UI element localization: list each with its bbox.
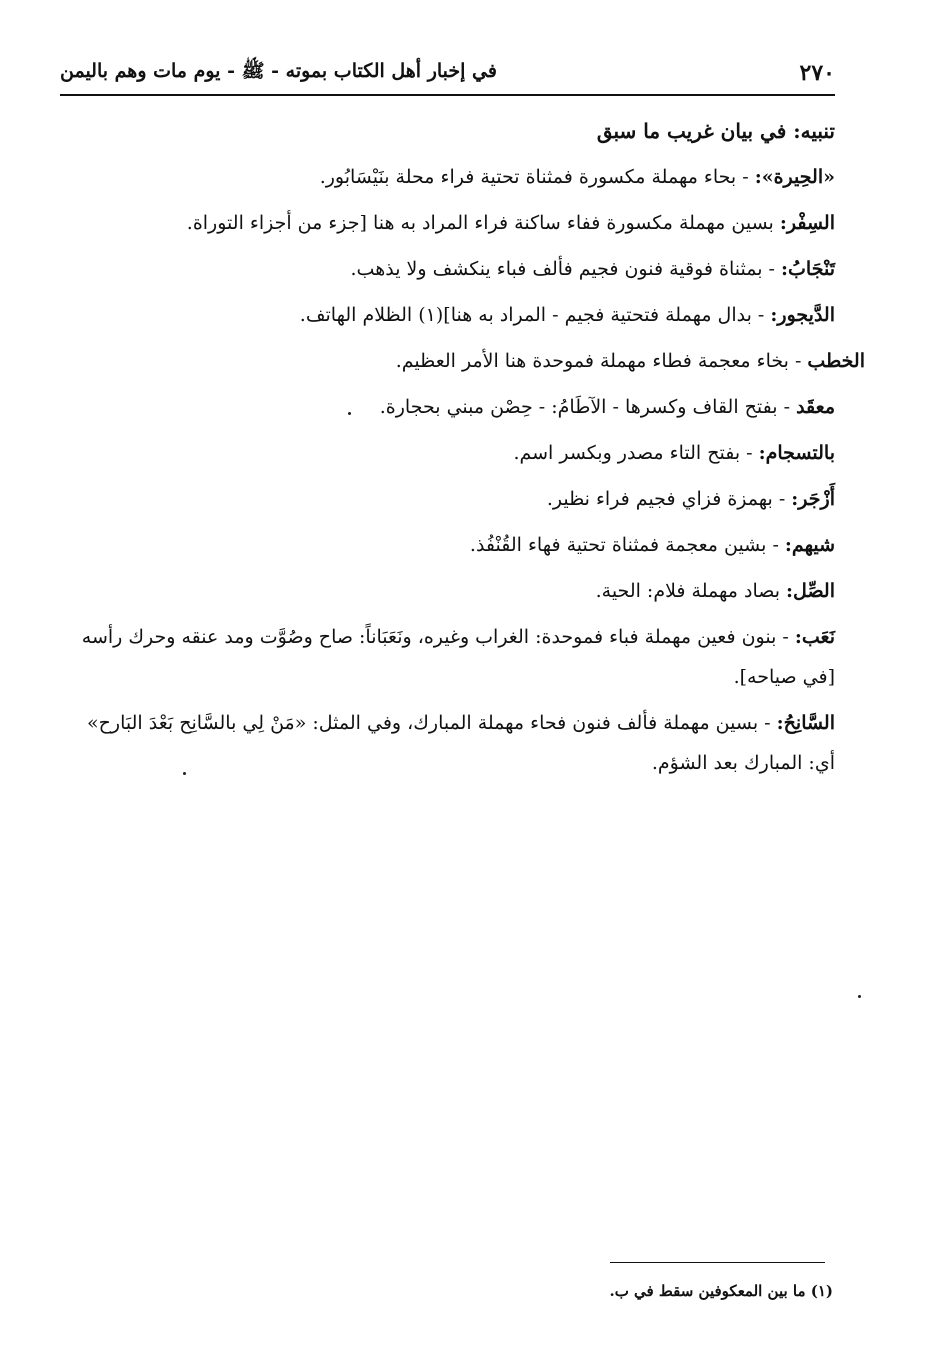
page-number: ٢٧٠ [799,60,835,86]
entry-term: «الحِيرة»: [754,166,835,188]
entry-text: - بحاء مهملة مكسورة فمثناة تحتية فراء محلة بنَيْسَابُور. [319,166,755,188]
entry-maqad [60,384,835,430]
entry-term: تَنْجَابُ: [781,258,835,280]
footnote: (١) ما بين المعكوفين سقط في ب. [609,1282,833,1300]
entry-term: الصِّل: [786,580,835,602]
entry-term: شيهم: [784,534,835,556]
speck [858,995,861,998]
entry-text: - بسين مهملة فألف فنون فحاء مهملة المبارك، وفي المثل: «مَنْ لِي بالسَّانِح بَعْدَ البَارح» أي: المبارك بعد الشؤم. [87,712,835,774]
entry-tanjab [60,246,835,292]
entry-deyjur [60,292,835,338]
entry-term: السِفْر: [779,212,835,234]
entry-term: الخطب [807,350,865,372]
entry-term: بالتسجام: [758,442,835,464]
entry-shayham [60,522,835,568]
entry-text: - بفتح القاف وكسرها - الآطَامُ: - حِصْن مبني بحجارة. [379,396,797,418]
entry-sifr [60,200,835,246]
entry-text: - بمثناة فوقية فنون فجيم فألف فباء ينكشف ولا يذهب. [350,258,782,280]
entry-term: السَّانِحُ: [776,712,835,734]
entry-text: - بفتح التاء مصدر وبكسر اسم. [513,442,759,464]
entry-khatb [60,338,865,384]
entry-text: - بدال مهملة فتحتية فجيم - المراد به هنا](١) الظلام الهاتف. [299,304,771,326]
entry-sill [60,568,835,614]
entry-tasjam [60,430,835,476]
footnote-divider [610,1262,825,1263]
entry-text: - بنون فعين مهملة فباء فموحدة: الغراب وغيره، ونَعَبَاناً: صاح وصُوَّت ومد عنقه وحرك رأسه [في صياحه]. [81,626,835,688]
entry-term: أَزْجَر: [791,488,835,510]
running-title: في إخبار أهل الكتاب بموته - ﷺ - يوم مات وهم باليمن [60,60,497,82]
entry-text: - بشين معجمة فمثناة تحتية فهاء القُنْفُذ. [469,534,785,556]
entry-hira [60,154,835,200]
entry-text: - بخاء معجمة فطاء مهملة فموحدة هنا الأمر العظيم. [395,350,808,372]
entry-term: نَعَب: [794,626,835,648]
entry-term: معقَد [796,396,835,418]
entry-term: الدَّيجور: [770,304,835,326]
section-title: تنبيه: في بيان غريب ما سبق [596,119,835,143]
entry-sanih [60,700,835,786]
entry-text: بسين مهملة مكسورة ففاء ساكنة فراء المراد به هنا [جزء من أجزاء التوراة. [186,212,780,234]
speck [348,412,351,415]
page-body [60,108,865,786]
page-header [60,56,835,96]
entry-naab [60,614,835,700]
entry-text: بصاد مهملة فلام: الحية. [595,580,787,602]
speck [183,772,186,775]
entry-text: - بهمزة فزاي فجيم فراء نظير. [546,488,792,510]
entry-azjar [60,476,835,522]
